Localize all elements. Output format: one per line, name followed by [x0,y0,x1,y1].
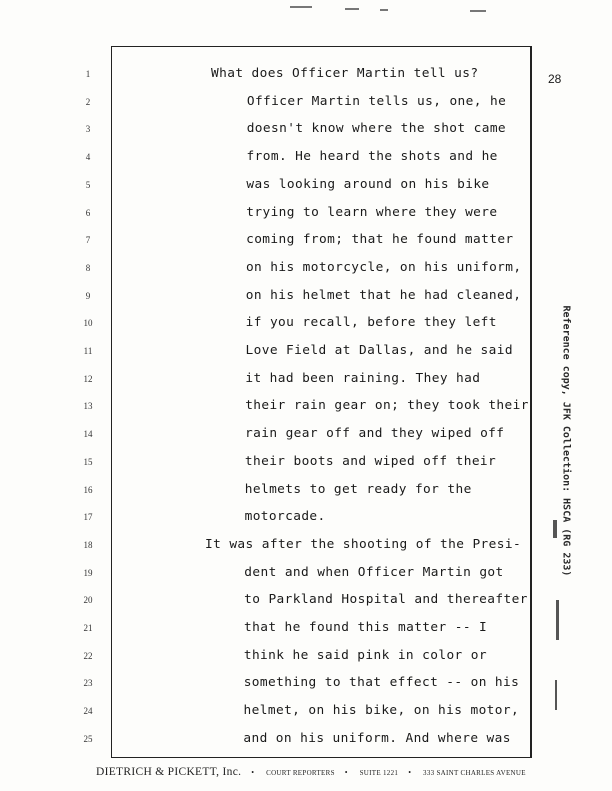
transcript-line: was looking around on his bike [246,176,490,192]
line-number: 16 [83,484,93,495]
line-number: 7 [85,235,91,246]
line-number: 22 [83,650,93,661]
transcript-line: motorcade. [244,509,326,525]
line-number: 5 [85,179,91,190]
transcript-line: rain gear off and they wiped off [245,426,505,442]
line-number: 21 [83,623,93,633]
line-number: 12 [83,373,93,384]
line-number: 20 [83,595,93,606]
line-number: 17 [83,512,93,523]
line-number: 18 [83,539,93,550]
transcript-line: trying to learn where they were [246,204,498,220]
line-number: 9 [85,290,91,301]
transcript-line: if you recall, before they left [245,315,497,331]
transcript-line: It was after the shooting of the Presi- [205,536,522,552]
transcript-line: and on his uniform. And where was [243,730,511,746]
transcript-line: What does Officer Martin tell us? [211,66,479,81]
line-number: 14 [83,429,93,440]
firm-name: DIETRICH & PICKETT, Inc. [96,766,242,778]
separator: • [408,768,412,777]
transcript-line: something to that effect -- on his [243,675,520,691]
line-number: 23 [83,678,93,689]
line-number: 19 [83,567,93,578]
scan-mark [470,10,486,12]
transcript-line: from. He heard the shots and he [246,149,498,165]
reference-stamp: Reference copy, JFK Collection: HSCA (RG 233) [560,305,572,577]
line-number: 6 [85,207,91,218]
page-number: 28 [548,72,562,86]
separator: • [251,768,255,777]
scan-mark [345,8,359,10]
footer-item: 333 SAINT CHARLES AVENUE [423,769,526,777]
scan-mark [290,6,312,8]
transcript-line: to Parkland Hospital and thereafter [244,592,528,608]
footer-item: SUITE 1221 [359,769,399,777]
line-number: 8 [85,262,91,273]
line-number: 1 [85,69,91,79]
transcript-line: that he found this matter -- I [244,620,488,635]
footer-item: COURT REPORTERS [266,769,335,777]
transcript-line: dent and when Officer Martin got [244,564,504,580]
scan-smudge [556,600,559,640]
line-number: 2 [85,96,91,107]
transcript-line: Love Field at Dallas, and he said [245,343,513,358]
scan-smudge [553,520,557,538]
transcript-line: coming from; that he found matter [246,232,514,248]
separator: • [344,768,348,777]
transcript-line: think he said pink in color or [243,647,487,663]
transcript-line: helmet, on his bike, on his motor, [243,703,520,719]
line-number: 24 [83,706,93,717]
line-number: 15 [83,456,93,467]
transcript-line: it had been raining. They had [245,370,481,386]
line-number: 13 [83,401,93,412]
transcript-line: their rain gear on; they took their [245,398,529,414]
transcript-line: doesn't know where the shot came [246,121,507,137]
line-number: 10 [83,318,93,329]
transcript-line: helmets to get ready for the [244,481,472,497]
line-number: 11 [83,346,93,356]
line-number: 25 [83,733,93,744]
transcript-line: on his helmet that he had cleaned, [245,287,522,303]
transcript-line: on his motorcycle, on his uniform, [245,259,522,275]
footer [96,762,536,780]
scan-smudge [555,680,557,710]
transcript-line: their boots and wiped off their [244,453,497,469]
line-number: 4 [85,152,91,163]
line-number: 3 [85,124,91,135]
scan-mark [380,9,388,11]
transcript-line: Officer Martin tells us, one, he [246,93,507,109]
